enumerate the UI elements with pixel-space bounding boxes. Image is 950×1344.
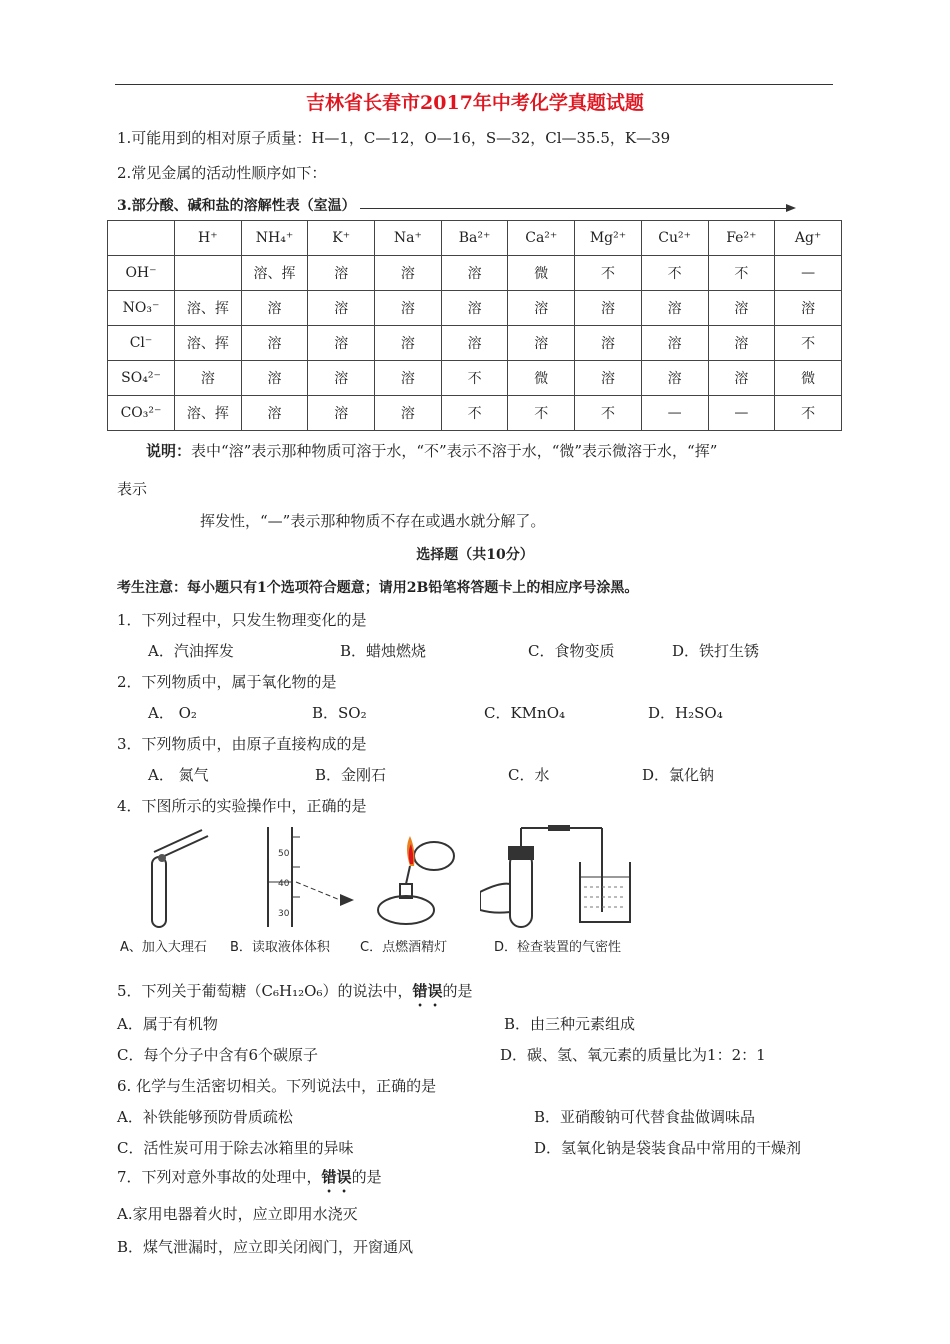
table-cell: 溶 [575, 361, 642, 396]
table-cell: 溶 [575, 326, 642, 361]
figure-d-airtightness-check [480, 822, 650, 932]
q7-stem-emphasis: 错误 [321, 1168, 352, 1186]
q7-stem [117, 1166, 382, 1196]
table-cell: SO₄²⁻ [108, 361, 175, 396]
q3-stem: 3．下列物质中，由原子直接构成的是 [117, 735, 367, 753]
figure-c-alcohol-lamp [370, 822, 470, 932]
table-cell: CO₃²⁻ [108, 396, 175, 431]
q3-option-c: C．水 [508, 766, 550, 784]
table-cell: 溶 [241, 361, 308, 396]
note-line-2: 表示 [117, 480, 148, 498]
note-text-1: 表中“溶”表示那种物质可溶于水，“不”表示不溶于水，“微”表示微溶于水，“挥” [191, 442, 718, 460]
table-cell: — [775, 256, 842, 291]
q7-option-a: A.家用电器着火时，应立即用水浇灭 [117, 1205, 358, 1223]
table-cell: 不 [441, 396, 508, 431]
q1-option-d: D．铁打生锈 [672, 642, 760, 660]
q2-option-b: B．SO₂ [312, 704, 367, 722]
table-cell: — [708, 396, 775, 431]
page-title: 吉林省长春市2017年中考化学真题试题 [306, 92, 644, 114]
q5-option-c: C．每个分子中含有6个碳原子 [117, 1046, 319, 1064]
figure-b-label: B．读取液体体积 [230, 940, 330, 955]
table-cell: Na⁺ [375, 221, 442, 256]
table-row [108, 326, 842, 361]
q1-option-b: B．蜡烛燃烧 [340, 642, 427, 660]
q6-option-b: B．亚硝酸钠可代替食盐做调味品 [534, 1108, 756, 1126]
table-cell: Ag⁺ [775, 221, 842, 256]
q5-stem-emphasis: 错误 [412, 982, 443, 1000]
q6-option-a: A．补铁能够预防骨质疏松 [117, 1108, 293, 1126]
figure-a-label: A、加入大理石 [120, 940, 207, 955]
table-cell: 溶 [441, 256, 508, 291]
q1-stem: 1．下列过程中，只发生物理变化的是 [117, 611, 367, 629]
section-notice: 考生注意：每小题只有1个选项符合题意；请用2B铅笔将答题卡上的相应序号涂黑。 [117, 580, 639, 596]
table-row [108, 361, 842, 396]
table-cell: Mg²⁺ [575, 221, 642, 256]
table-cell: 不 [575, 396, 642, 431]
table-header-row [108, 221, 842, 256]
table-cell: 溶 [641, 361, 708, 396]
q2-option-c: C．KMnO₄ [484, 704, 566, 722]
q5-stem [117, 980, 473, 1010]
q1-option-c: C．食物变质 [528, 642, 615, 660]
table-cell: Cu²⁺ [641, 221, 708, 256]
q5-stem-post: 的是 [442, 982, 473, 1000]
intro-line-1: 1.可能用到的相对原子质量：H—1，C—12，O—16，S—32，Cl—35.5，K—39 [117, 129, 671, 147]
table-cell: 不 [775, 326, 842, 361]
q4-stem: 4．下图所示的实验操作中，正确的是 [117, 797, 367, 815]
table-cell: 溶 [708, 326, 775, 361]
table-row [108, 291, 842, 326]
table-cell: 溶 [375, 361, 442, 396]
table-cell: 溶 [508, 326, 575, 361]
q2-stem: 2．下列物质中，属于氧化物的是 [117, 673, 337, 691]
table-cell: 不 [575, 256, 642, 291]
table-cell: NO₃⁻ [108, 291, 175, 326]
table-cell: 溶、挥 [175, 291, 242, 326]
figure-a-test-tube [142, 822, 222, 932]
q2-option-a: A． O₂ [148, 704, 197, 722]
table-cell: 微 [508, 256, 575, 291]
table-row [108, 256, 842, 291]
activity-arrow [360, 208, 790, 209]
table-cell: 微 [508, 361, 575, 396]
table-cell: — [641, 396, 708, 431]
note-line-1 [146, 440, 717, 461]
table-cell: 溶 [441, 326, 508, 361]
table-cell: 溶 [308, 291, 375, 326]
figure-c-label: C．点燃酒精灯 [360, 940, 448, 955]
table-cell: 溶 [708, 361, 775, 396]
q5-option-a: A．属于有机物 [117, 1015, 218, 1033]
q3-option-b: B．金刚石 [315, 766, 387, 784]
top-rule [115, 84, 833, 85]
q6-option-c: C．活性炭可用于除去冰箱里的异味 [117, 1139, 354, 1157]
table-cell: Fe²⁺ [708, 221, 775, 256]
table-cell [175, 256, 242, 291]
activity-arrow-head [786, 204, 796, 212]
table-cell: 不 [708, 256, 775, 291]
table-cell: 溶 [375, 291, 442, 326]
table-cell: 溶 [308, 361, 375, 396]
q5-option-b: B．由三种元素组成 [504, 1015, 636, 1033]
table-cell: 溶 [241, 326, 308, 361]
table-cell: 不 [641, 256, 708, 291]
table-cell: 溶 [775, 291, 842, 326]
table-cell: 溶 [308, 396, 375, 431]
table-cell: 不 [508, 396, 575, 431]
table-cell: 溶 [641, 326, 708, 361]
table-cell: 溶、挥 [175, 396, 242, 431]
table-cell: 溶、挥 [175, 326, 242, 361]
table-cell: 溶 [375, 326, 442, 361]
table-cell: 溶 [241, 396, 308, 431]
q6-option-d: D．氢氧化钠是袋装食品中常用的干燥剂 [534, 1139, 802, 1157]
table-cell: Ca²⁺ [508, 221, 575, 256]
note-line-3: 挥发性，“—”表示那种物质不存在或遇水就分解了。 [200, 512, 546, 530]
table-cell: 溶 [308, 256, 375, 291]
q5-option-d: D．碳、氢、氧元素的质量比为1：2：1 [500, 1046, 766, 1064]
figure-b-measuring-cylinder [256, 822, 366, 932]
section-title: 选择题（共10分） [416, 547, 534, 563]
table-cell: 溶 [308, 326, 375, 361]
q7-stem-post: 的是 [351, 1168, 382, 1186]
q7-option-b: B．煤气泄漏时，应立即关闭阀门，开窗通风 [117, 1238, 414, 1256]
table-cell: K⁺ [308, 221, 375, 256]
table-cell: 不 [775, 396, 842, 431]
table-cell: 溶 [175, 361, 242, 396]
table-cell: 溶 [241, 291, 308, 326]
table-cell: 不 [441, 361, 508, 396]
table-cell: 微 [775, 361, 842, 396]
q3-option-d: D．氯化钠 [642, 766, 715, 784]
table-cell: OH⁻ [108, 256, 175, 291]
intro-line-2: 2.常见金属的活动性顺序如下： [117, 164, 327, 182]
table-cell: 溶 [708, 291, 775, 326]
table-cell: 溶 [575, 291, 642, 326]
scale-40: 40 [278, 879, 290, 889]
q5-stem-pre: 5．下列关于葡萄糖（C₆H₁₂O₆）的说法中， [117, 982, 413, 1000]
table-cell: 溶 [441, 291, 508, 326]
scale-50: 50 [278, 849, 290, 859]
scale-30: 30 [278, 909, 290, 919]
table-cell: 溶、挥 [241, 256, 308, 291]
note-label: 说明： [146, 442, 192, 460]
figure-d-label: D．检查装置的气密性 [494, 940, 622, 955]
table-cell: H⁺ [175, 221, 242, 256]
table-cell: Ba²⁺ [441, 221, 508, 256]
q3-option-a: A． 氮气 [148, 766, 209, 784]
table-cell [108, 221, 175, 256]
q7-stem-pre: 7．下列对意外事故的处理中， [117, 1168, 322, 1186]
q6-stem: 6. 化学与生活密切相关。下列说法中，正确的是 [117, 1077, 437, 1095]
solubility-table [107, 220, 842, 431]
table-cell: 溶 [375, 256, 442, 291]
q1-option-a: A．汽油挥发 [148, 642, 234, 660]
table-cell: Cl⁻ [108, 326, 175, 361]
intro-line-3: 3.部分酸、碱和盐的溶解性表（室温） [117, 198, 356, 214]
table-row [108, 396, 842, 431]
table-cell: 溶 [508, 291, 575, 326]
q2-option-d: D．H₂SO₄ [648, 704, 723, 722]
table-cell: 溶 [641, 291, 708, 326]
table-cell: NH₄⁺ [241, 221, 308, 256]
table-cell: 溶 [375, 396, 442, 431]
